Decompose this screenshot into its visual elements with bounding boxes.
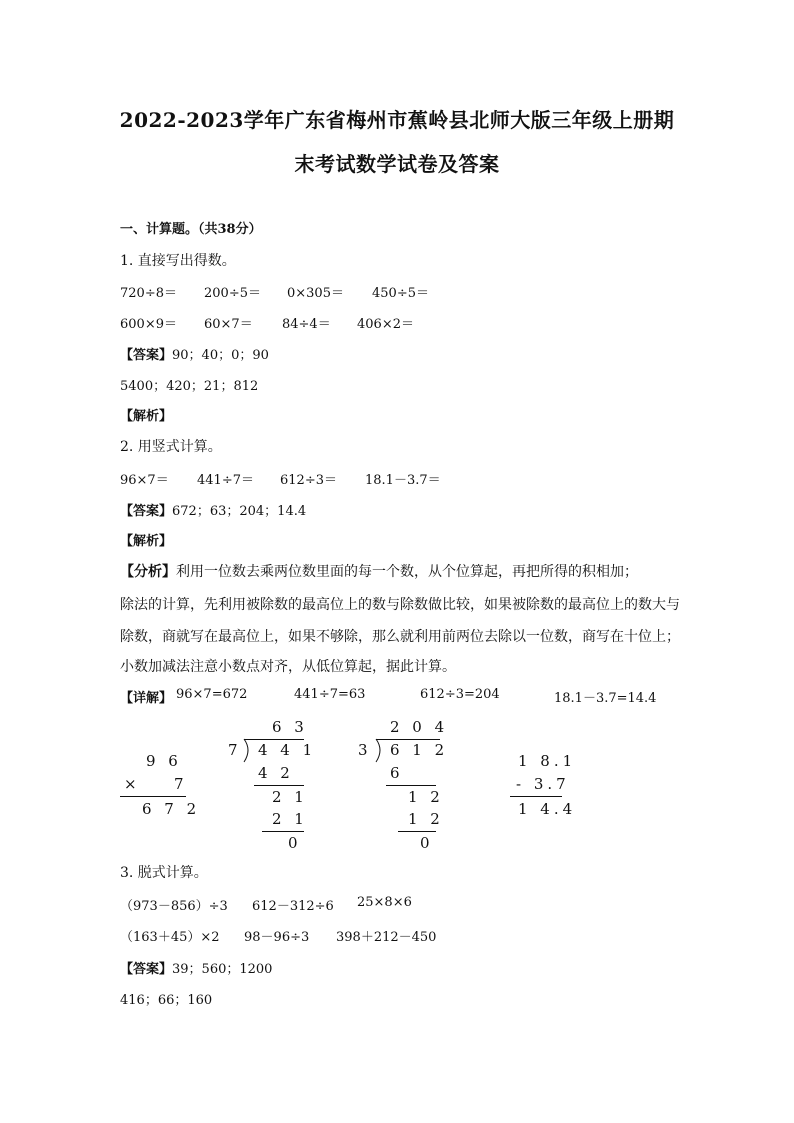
- detail-expr: 96×7=672: [176, 687, 248, 702]
- expr: 720÷8＝: [120, 286, 177, 301]
- expr: 398＋212－450: [336, 930, 437, 945]
- expr: （973－856）÷3: [120, 899, 228, 914]
- expr: 25×8×6: [357, 895, 412, 910]
- mul-rule: [120, 796, 186, 797]
- div2-dividend: 6 1 2: [390, 741, 449, 759]
- fenxi-text: 利用一位数去乘两位数里面的每一个数，从个位算起，再把所得的积相加；: [176, 564, 638, 580]
- analysis-line1: [120, 561, 638, 581]
- div1-divisor: 7: [228, 741, 242, 759]
- div1-step1: 4 2: [258, 764, 294, 782]
- div1-step3: 2 1: [272, 810, 308, 828]
- div2-step2: 1 2: [408, 788, 444, 806]
- expr: 406×2＝: [357, 317, 414, 332]
- analysis-tag: 【解析】: [120, 534, 173, 549]
- mul-bottom: 7: [174, 775, 188, 793]
- section-heading: 一、计算题。（共38分）: [120, 222, 262, 237]
- expr: 612－312÷6: [252, 899, 334, 914]
- mul-result: 6 7 2: [142, 800, 201, 818]
- expr: 441÷7＝: [197, 473, 254, 488]
- expr: 18.1－3.7＝: [365, 473, 441, 488]
- fenxi-tag: 【分析】: [120, 564, 176, 580]
- answer-text: 90；40；0；90: [172, 348, 269, 363]
- detail-line: [120, 687, 172, 706]
- answer-tag: 【答案】: [120, 348, 173, 363]
- expr: 60×7＝: [204, 317, 253, 332]
- div2-rule1: [386, 785, 436, 786]
- analysis-line3: 除数，商就写在最高位上，如果不够除，那么就利用前两位去除以一位数，商写在十位上；: [120, 629, 680, 645]
- sub-rule: [510, 796, 562, 797]
- question-1-label: 1. 直接写出得数。: [120, 253, 236, 269]
- expr: 450÷5＝: [372, 286, 429, 301]
- div1-quotient: 6 3: [272, 718, 308, 736]
- answer-3: [120, 958, 272, 977]
- detail-expr: 18.1－3.7=14.4: [554, 691, 657, 706]
- detail-tag: 【详解】: [120, 691, 173, 706]
- div2-divisor: 3: [358, 741, 372, 759]
- detail-expr: 441÷7=63: [294, 687, 366, 702]
- expr: 98－96÷3: [244, 930, 310, 945]
- expr: 84÷4＝: [282, 317, 331, 332]
- div1-remainder: 0: [288, 834, 302, 852]
- div2-bracket: [0, 0, 10, 10]
- mul-top: 9 6: [146, 752, 182, 770]
- expr: 612÷3＝: [280, 473, 337, 488]
- div1-rule2: [262, 831, 304, 832]
- answer-1: [120, 344, 269, 363]
- sub-result: 1 4.4: [518, 800, 577, 818]
- div2-quotient: 2 0 4: [390, 718, 449, 736]
- detail-expr: 612÷3=204: [420, 687, 500, 702]
- expr: （163＋45）×2: [120, 930, 220, 945]
- div1-bar: [244, 739, 304, 740]
- expr: 600×9＝: [120, 317, 177, 332]
- div2-remainder: 0: [420, 834, 434, 852]
- page-title-line2: 末考试数学试卷及答案: [294, 152, 500, 176]
- div1-rule1: [254, 785, 304, 786]
- answer-tag: 【答案】: [120, 504, 173, 519]
- expr: 200÷5＝: [204, 286, 261, 301]
- analysis-line2: 除法的计算，先利用被除数的最高位上的数与除数做比较，如果被除数的最高位上的数大与: [120, 597, 680, 613]
- div2-step3: 1 2: [408, 810, 444, 828]
- sub-bottom: - 3.7: [516, 775, 570, 793]
- div1-dividend: 4 4 1: [258, 741, 317, 759]
- expr: 96×7＝: [120, 473, 169, 488]
- question-2-label: 2. 用竖式计算。: [120, 439, 222, 455]
- answer-3-line2: 416；66；160: [120, 993, 213, 1008]
- analysis-line4: 小数加减法注意小数点对齐，从低位算起，据此计算。: [120, 659, 456, 675]
- question-3-label: 3. 脱式计算。: [120, 865, 208, 881]
- div1-step2: 2 1: [272, 788, 308, 806]
- mul-op: ×: [124, 775, 141, 793]
- answer-text: 39；560；1200: [172, 962, 273, 977]
- answer-2: [120, 500, 306, 519]
- div2-rule2: [398, 831, 436, 832]
- analysis-tag: 【解析】: [120, 409, 173, 424]
- answer-1-line2: 5400；420；21；812: [120, 379, 259, 394]
- expr: 0×305＝: [287, 286, 344, 301]
- sub-top: 1 8.1: [518, 752, 577, 770]
- div2-bar: [376, 739, 440, 740]
- answer-tag: 【答案】: [120, 962, 173, 977]
- div2-step1: 6: [390, 764, 404, 782]
- page-title-line1: 2022-2023学年广东省梅州市蕉岭县北师大版三年级上册期: [119, 108, 675, 132]
- answer-text: 672；63；204；14.4: [172, 504, 307, 519]
